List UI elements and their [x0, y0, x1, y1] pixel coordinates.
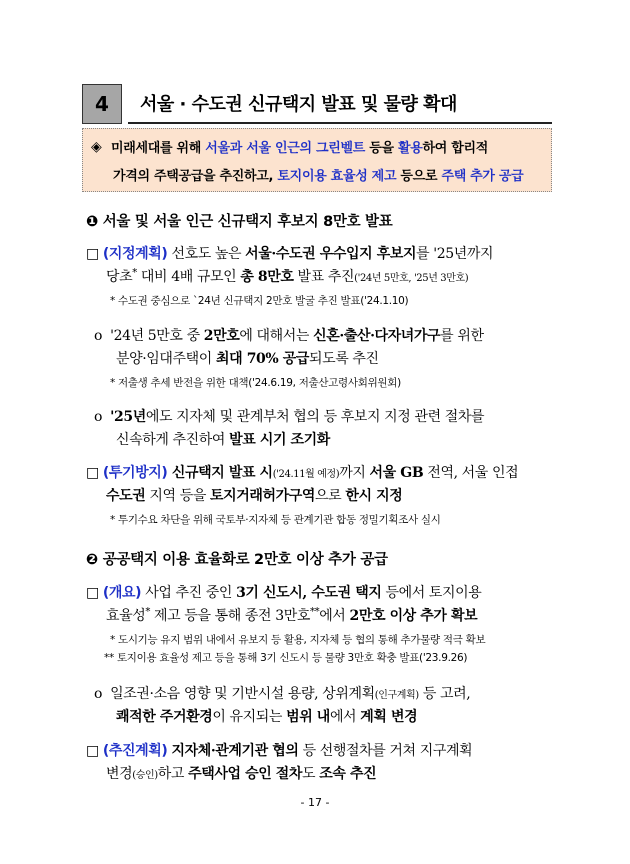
s1-o2-line2: 신속하게 추진하여 발표 시기 조기화	[116, 432, 330, 448]
s2-p1-line1: □ (개요) 사업 추진 중인 3기 신도시, 수도권 택지 등에서 토지이용	[86, 585, 482, 601]
s1-p1-line2: 당초* 대비 4배 규모인 총 8만호 발표 추진('24년 5만호, '25년 3만호)	[106, 267, 469, 285]
s1-note-2: * 저출생 추세 반전을 위한 대책('24.6.19, 저출산고령사회위원회)	[110, 377, 401, 389]
subsection-2-title: ❷ 공공택지 이용 효율화로 2만호 이상 추가 공급	[86, 552, 388, 568]
s1-p2-line1: □ (투기방지) 신규택지 발표 시('24.11월 예정)까지 서울 GB 전역, 서울 인접	[86, 465, 519, 481]
square-bullet-icon: □	[86, 585, 99, 601]
page-number: - 17 -	[300, 796, 330, 809]
square-bullet-icon: □	[86, 743, 99, 759]
diamond-bullet-icon: ◈	[91, 139, 102, 155]
summary-line-2: 가격의 주택공급을 추진하고, 토지이용 효율성 제고 등으로 주택 추가 공급	[113, 169, 524, 184]
section-number: 4	[82, 84, 122, 124]
square-bullet-icon: □	[86, 465, 99, 481]
s2-p2-line2: 변경(승인)하고 주택사업 승인 절차도 조속 추진	[106, 766, 377, 782]
s1-o2-line1: ο '25년에도 지자체 및 관계부처 협의 등 후보지 지정 관련 절차를	[94, 409, 485, 425]
summary-line-1: 미래세대를 위해 서울과 서울 인근의 그린벨트 등을 활용하여 합리적	[111, 141, 489, 156]
s2-note-1: * 도시기능 유지 범위 내에서 유보지 등 활용, 지자체 등 협의 통해 추가물량 적극 확보	[110, 634, 486, 646]
s2-p2-line1: □ (추진계획) 지자체·관계기관 협의 등 선행절차를 거쳐 지구계획	[86, 743, 473, 759]
s1-o1-line2: 분양·임대주택이 최대 70% 공급되도록 추진	[116, 351, 379, 367]
s1-note-3: * 투기수요 차단을 위해 국토부·지자체 등 관계기관 합동 정밀기획조사 실시	[110, 514, 441, 526]
s2-o1-line1: ο 일조권·소음 영향 및 기반시설 용량, 상위계획(인구계획) 등 고려,	[94, 686, 471, 702]
s1-note-1: * 수도권 중심으로 `24년 신규택지 2만호 발굴 추진 발표('24.1.10)	[110, 295, 409, 307]
summary-box	[82, 128, 552, 192]
circle-bullet-icon: ο	[94, 686, 103, 702]
circle-bullet-icon: ο	[94, 409, 103, 425]
circle-bullet-icon: ο	[94, 328, 103, 344]
square-bullet-icon: □	[86, 246, 99, 262]
s2-o1-line2: 쾌적한 주거환경이 유지되는 범위 내에서 계획 변경	[116, 709, 418, 725]
s1-p2-line2: 수도권 지역 등을 토지거래허가구역으로 한시 지정	[106, 488, 403, 504]
s2-p1-line2: 효율성* 제고 등을 통해 종전 3만호**에서 2만호 이상 추가 확보	[106, 606, 478, 624]
subsection-1-title: ❶ 서울 및 서울 인근 신규택지 후보지 8만호 발표	[86, 214, 393, 230]
section-title: 서울 · 수도권 신규택지 발표 및 물량 확대	[140, 94, 457, 115]
s1-o1-line1: ο '24년 5만호 중 2만호에 대해서는 신혼·출산·다자녀가구를 위한	[94, 328, 484, 344]
s1-p1-line1: □ (지정계획) 선호도 높은 서울·수도권 우수입지 후보지를 '25년까지	[86, 246, 494, 262]
s2-note-2: ** 토지이용 효율성 제고 등을 통해 3기 신도시 등 물량 3만호 확충 발표('23.9.26)	[104, 652, 468, 664]
title-underline	[128, 122, 552, 124]
section-header	[82, 84, 552, 124]
